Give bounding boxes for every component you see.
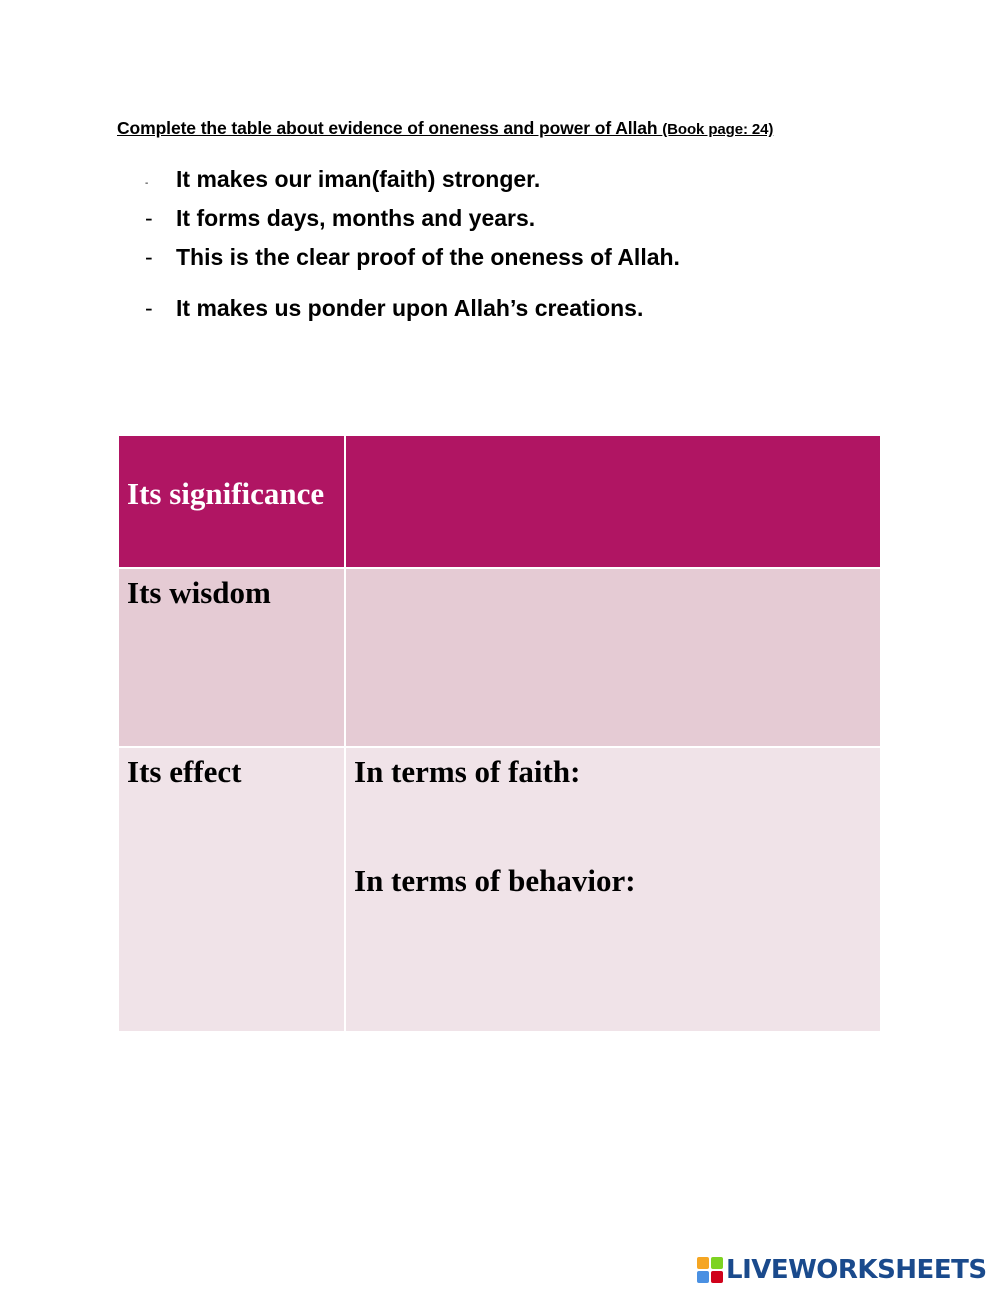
answer-option[interactable] bbox=[145, 289, 680, 328]
significance-label-cell bbox=[118, 435, 345, 568]
worksheet-table bbox=[117, 434, 882, 1033]
wisdom-row bbox=[118, 568, 881, 747]
effect-faith-label: In terms of faith: bbox=[354, 754, 581, 789]
answer-option[interactable] bbox=[145, 238, 680, 277]
answer-option-text: It forms days, months and years. bbox=[176, 205, 536, 231]
wisdom-answer-cell[interactable] bbox=[345, 568, 881, 747]
bullet-dash: - bbox=[145, 205, 153, 231]
liveworksheets-logo-text: LIVEWORKSHEETS bbox=[726, 1255, 987, 1285]
effect-answer-cell[interactable] bbox=[345, 747, 881, 1032]
answer-option-text: It makes us ponder upon Allah’s creations. bbox=[176, 295, 644, 321]
answer-option[interactable] bbox=[145, 160, 680, 199]
bullet-dash: - bbox=[145, 244, 153, 270]
bullet-dash: - bbox=[145, 178, 149, 189]
effect-label-cell bbox=[118, 747, 345, 1032]
effect-row bbox=[118, 747, 881, 1032]
liveworksheets-logo-icon bbox=[697, 1257, 723, 1283]
significance-answer-cell[interactable] bbox=[345, 435, 881, 568]
book-page-note: (Book page: 24) bbox=[662, 121, 774, 138]
effect-behavior-label: In terms of behavior: bbox=[354, 863, 636, 898]
liveworksheets-logo bbox=[697, 1255, 987, 1285]
instruction-text: Complete the table about evidence of oneness and power of Allah bbox=[117, 118, 658, 138]
effect-label: Its effect bbox=[127, 754, 242, 789]
wisdom-label-cell bbox=[118, 568, 345, 747]
wisdom-label: Its wisdom bbox=[127, 575, 271, 610]
bullet-dash: - bbox=[145, 295, 153, 321]
answer-options-list bbox=[145, 160, 680, 328]
answer-option-text: It makes our iman(faith) stronger. bbox=[176, 166, 541, 192]
answer-option-text: This is the clear proof of the oneness of Allah. bbox=[176, 244, 680, 270]
instruction-heading bbox=[117, 118, 773, 139]
significance-label: Its significance bbox=[127, 476, 325, 511]
answer-option[interactable] bbox=[145, 199, 680, 238]
significance-row bbox=[118, 435, 881, 568]
